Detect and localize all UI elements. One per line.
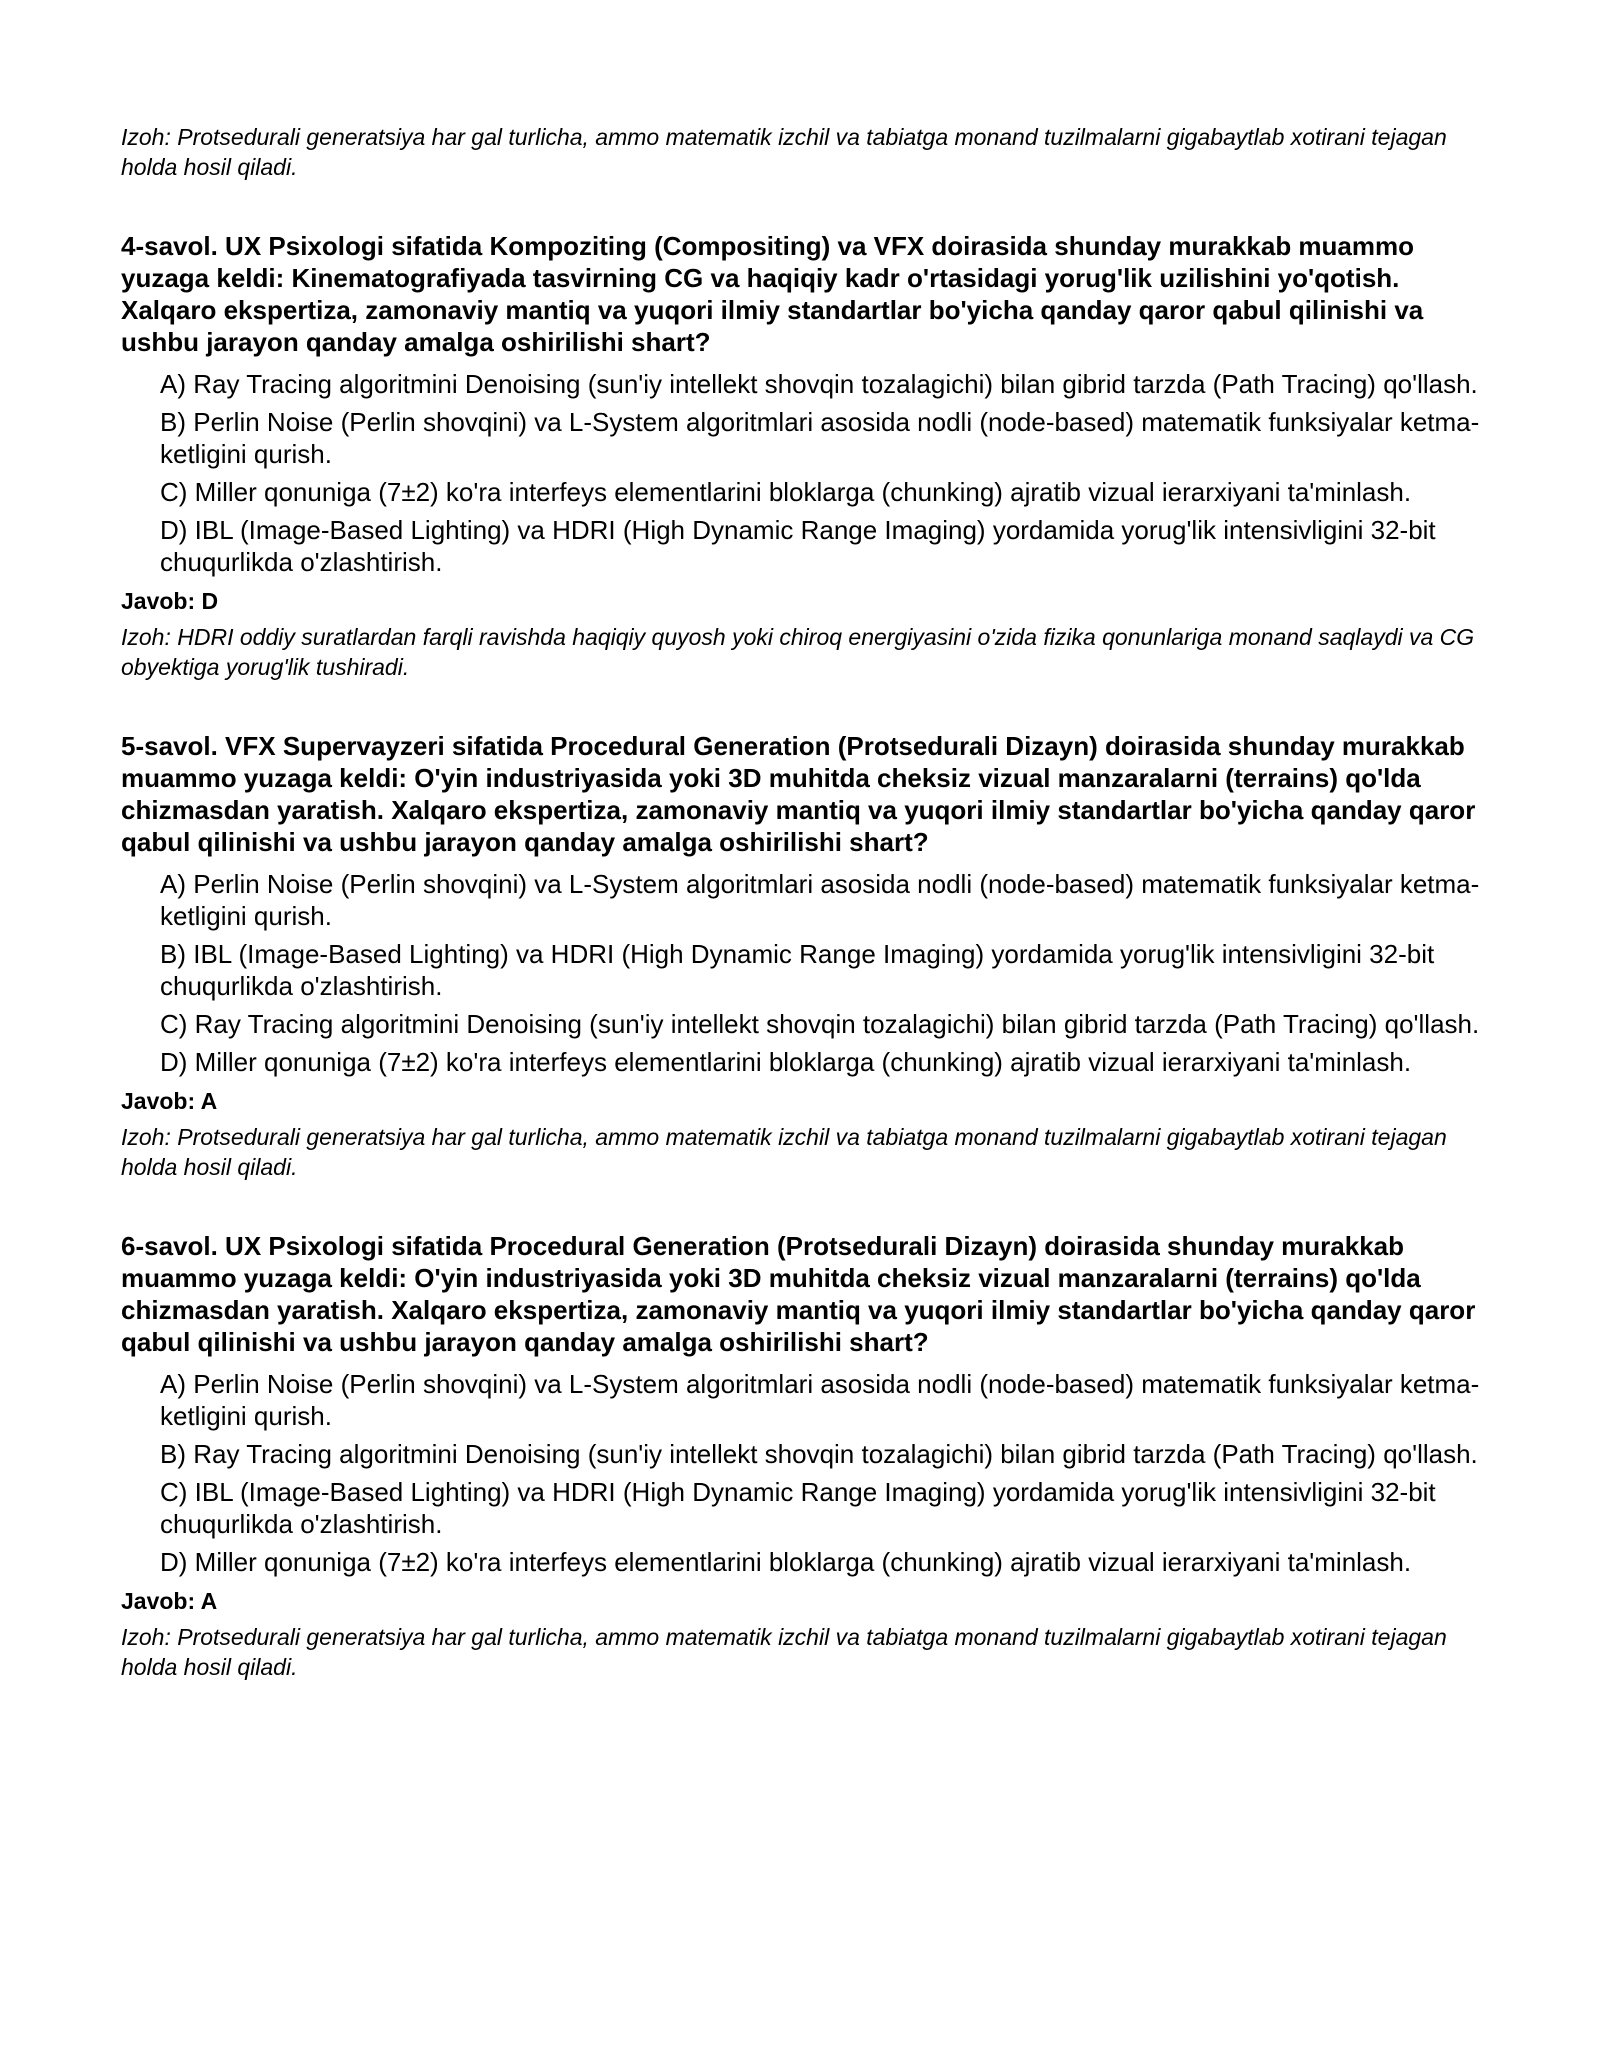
question-block bbox=[121, 730, 1491, 1182]
explanation-note: Izoh: HDRI oddiy suratlardan farqli ravishda haqiqiy quyosh yoki chiroq energiyasini o'zida fizika qonunlariga monand saqlaydi va CG obyektiga yorug'lik tushiradi. bbox=[121, 624, 1475, 680]
explanation-note: Izoh: Protsedurali generatsiya har gal turlicha, ammo matematik izchil va tabiatga monand tuzilmalarni gigabaytlab xotirani tejagan holda hosil qiladi. bbox=[121, 1624, 1447, 1680]
option-d: D) Miller qonuniga (7±2) ko'ra interfeys elementlarini bloklarga (chunking) ajratib vizual ierarxiyani ta'minlash. bbox=[160, 1547, 1412, 1577]
option-b: B) Perlin Noise (Perlin shovqini) va L-System algoritmlari asosida nodli (node-based) matematik funksiyalar ketma-ketligini qurish. bbox=[160, 407, 1480, 469]
question-title: 6-savol. UX Psixologi sifatida Procedural Generation (Protsedurali Dizayn) doirasida shunday murakkab muammo yuzaga keldi: O'yin industriyasida yoki 3D muhitda cheksiz vizual manzaralarni (terrains) qo'lda chizmasdan yaratish. Xalqaro ekspertiza, zamonaviy mantiq va yuqori ilmiy standartlar bo'yicha qanday qaror qabul qilinishi va ushbu jarayon qanday amalga oshirilishi shart? bbox=[121, 1231, 1476, 1357]
option-a: A) Ray Tracing algoritmini Denoising (sun'iy intellekt shovqin tozalagichi) bilan gibrid tarzda (Path Tracing) qo'llash. bbox=[160, 369, 1478, 399]
option-d: D) IBL (Image-Based Lighting) va HDRI (High Dynamic Range Imaging) yordamida yorug'lik intensivligini 32-bit chuqurlikda o'zlashtirish. bbox=[160, 515, 1436, 577]
options-list bbox=[121, 368, 1491, 578]
answer-label: Javob: D bbox=[121, 588, 219, 614]
explanation-note: Izoh: Protsedurali generatsiya har gal turlicha, ammo matematik izchil va tabiatga monand tuzilmalarni gigabaytlab xotirani tejagan holda hosil qiladi. bbox=[121, 1124, 1447, 1180]
option-c: C) Miller qonuniga (7±2) ko'ra interfeys elementlarini bloklarga (chunking) ajratib vizual ierarxiyani ta'minlash. bbox=[160, 477, 1412, 507]
option-c: C) Ray Tracing algoritmini Denoising (sun'iy intellekt shovqin tozalagichi) bilan gibrid tarzda (Path Tracing) qo'llash. bbox=[160, 1009, 1480, 1039]
intro-note: Izoh: Protsedurali generatsiya har gal turlicha, ammo matematik izchil va tabiatga monand tuzilmalarni gigabaytlab xotirani tejagan holda hosil qiladi. bbox=[121, 124, 1447, 180]
question-block bbox=[121, 230, 1491, 682]
question-title: 4-savol. UX Psixologi sifatida Kompoziting (Compositing) va VFX doirasida shunday murakkab muammo yuzaga keldi: Kinematografiyada tasvirning CG va haqiqiy kadr o'rtasidagi yorug'lik uzilishini yo'qotish. Xalqaro ekspertiza, zamonaviy mantiq va yuqori ilmiy standartlar bo'yicha qanday qaror qabul qilinishi va ushbu jarayon qanday amalga oshirilishi shart? bbox=[121, 231, 1424, 357]
question-block bbox=[121, 1230, 1491, 1682]
option-c: C) IBL (Image-Based Lighting) va HDRI (High Dynamic Range Imaging) yordamida yorug'lik intensivligini 32-bit chuqurlikda o'zlashtirish. bbox=[160, 1477, 1436, 1539]
answer-label: Javob: A bbox=[121, 1088, 218, 1114]
options-list bbox=[121, 868, 1491, 1078]
option-a: A) Perlin Noise (Perlin shovqini) va L-System algoritmlari asosida nodli (node-based) matematik funksiyalar ketma-ketligini qurish. bbox=[160, 1369, 1480, 1431]
answer-label: Javob: A bbox=[121, 1588, 218, 1614]
option-d: D) Miller qonuniga (7±2) ko'ra interfeys elementlarini bloklarga (chunking) ajratib vizual ierarxiyani ta'minlash. bbox=[160, 1047, 1412, 1077]
document-page bbox=[121, 122, 1491, 1682]
option-b: B) Ray Tracing algoritmini Denoising (sun'iy intellekt shovqin tozalagichi) bilan gibrid tarzda (Path Tracing) qo'llash. bbox=[160, 1439, 1478, 1469]
options-list bbox=[121, 1368, 1491, 1578]
option-a: A) Perlin Noise (Perlin shovqini) va L-System algoritmlari asosida nodli (node-based) matematik funksiyalar ketma-ketligini qurish. bbox=[160, 869, 1480, 931]
question-title: 5-savol. VFX Supervayzeri sifatida Procedural Generation (Protsedurali Dizayn) doirasida shunday murakkab muammo yuzaga keldi: O'yin industriyasida yoki 3D muhitda cheksiz vizual manzaralarni (terrains) qo'lda chizmasdan yaratish. Xalqaro ekspertiza, zamonaviy mantiq va yuqori ilmiy standartlar bo'yicha qanday qaror qabul qilinishi va ushbu jarayon qanday amalga oshirilishi shart? bbox=[121, 731, 1476, 857]
option-b: B) IBL (Image-Based Lighting) va HDRI (High Dynamic Range Imaging) yordamida yorug'lik intensivligini 32-bit chuqurlikda o'zlashtirish. bbox=[160, 939, 1435, 1001]
